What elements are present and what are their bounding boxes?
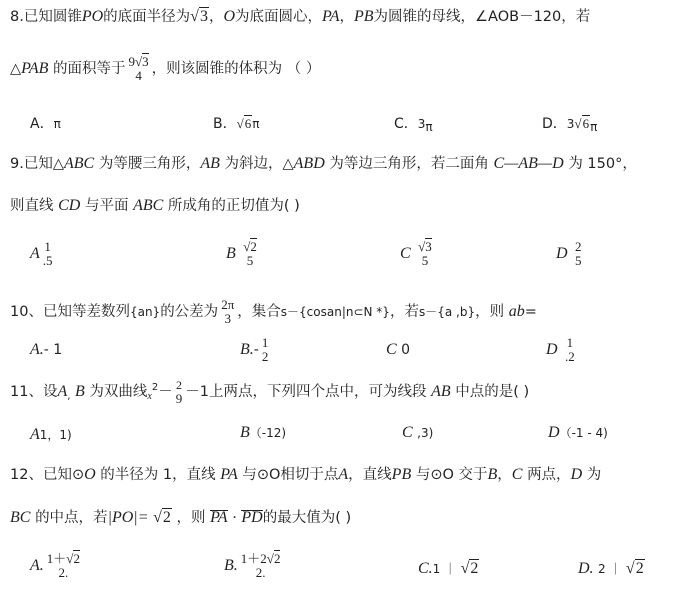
q11-option-a[interactable]: A1，1) — [30, 426, 72, 443]
fraction-9sqrt3-over-4: 9√3 4 — [128, 54, 149, 83]
q12-stem-line2: BC 的中点，若|PO|= √2 ，则 PA · PD的最大值为( ) — [10, 509, 352, 526]
vector-pa: PA — [210, 509, 228, 526]
sqrt-3: √3 — [190, 8, 208, 25]
q8-stem-line2: △PAB 的面积等于 9√3 4 ，则该圆锥的体积为 （ ） — [10, 54, 321, 83]
q12-stem-line1: 12、已知⊙O 的半径为 1，直线 PA 与⊙O相切于点A，直线PB 与⊙O 交于B，C 两点，D 为 — [10, 466, 602, 483]
q8-stem-line1: 8.已知圆锥PO的底面半径为√3，O为底面圆心，PA，PB为圆锥的母线，∠AOB－120，若 — [10, 8, 591, 25]
q9-stem-line2: 则直线 CD 与平面 ABC 所成角的正切值为( ) — [10, 197, 300, 214]
q12-option-c[interactable]: C.1 ｜ √2 — [418, 560, 479, 577]
q9-option-b[interactable]: B √2 5 — [226, 239, 257, 268]
q8-option-d[interactable]: D．3√6π — [542, 116, 598, 134]
q9-stem-line1: 9.已知△ABC 为等腰三角形，AB 为斜边，△ABD 为等边三角形，若二面角 C—AB—D 为 150°， — [10, 155, 637, 172]
q8-option-c[interactable]: C．3π — [394, 116, 433, 134]
q10-option-d[interactable]: D 1 .2 — [546, 335, 575, 364]
q8-option-b[interactable]: B．√6π — [213, 116, 260, 132]
fraction-2pi-over-3: 2π 3 — [221, 297, 235, 326]
q10-option-b[interactable]: B.- 1 2 — [240, 335, 269, 364]
q11-option-d[interactable]: D（-1 - 4) — [548, 424, 608, 441]
q12-option-b[interactable]: B. 1＋2√2 2. — [224, 551, 281, 580]
q10-stem-line1: 10、已知等差数列{an}的公差为 2π 3 ，集合s－{cosan|n⊂N *}，若s－{a ,b}，则 ab= — [10, 297, 537, 326]
q10-option-a[interactable]: A.- 1 — [30, 341, 63, 358]
q9-option-d[interactable]: D 2 5 — [556, 239, 582, 268]
q12-option-a[interactable]: A. 1＋√2 2. — [30, 551, 80, 580]
q12-option-d[interactable]: D. 2 ｜ √2 — [578, 560, 644, 577]
q11-option-b[interactable]: B（-12) — [240, 424, 287, 441]
q9-option-a[interactable]: A 1 .5 — [30, 239, 53, 268]
q9-option-c[interactable]: C √3 5 — [400, 239, 432, 268]
vector-pd: PD — [241, 509, 263, 526]
q11-option-c[interactable]: C ,3) — [402, 424, 434, 441]
q8-option-a[interactable]: A．π — [30, 116, 61, 132]
fraction-y2-over-9: 2 9 — [175, 378, 183, 406]
q10-option-c[interactable]: C 0 — [386, 341, 411, 358]
q11-stem-line1: 11、设$A_,$ B 为双曲线$_x^2$－ 2 9 －1上两点，下列四个点中，可为线段 AB 中点的是( ) — [10, 378, 530, 406]
